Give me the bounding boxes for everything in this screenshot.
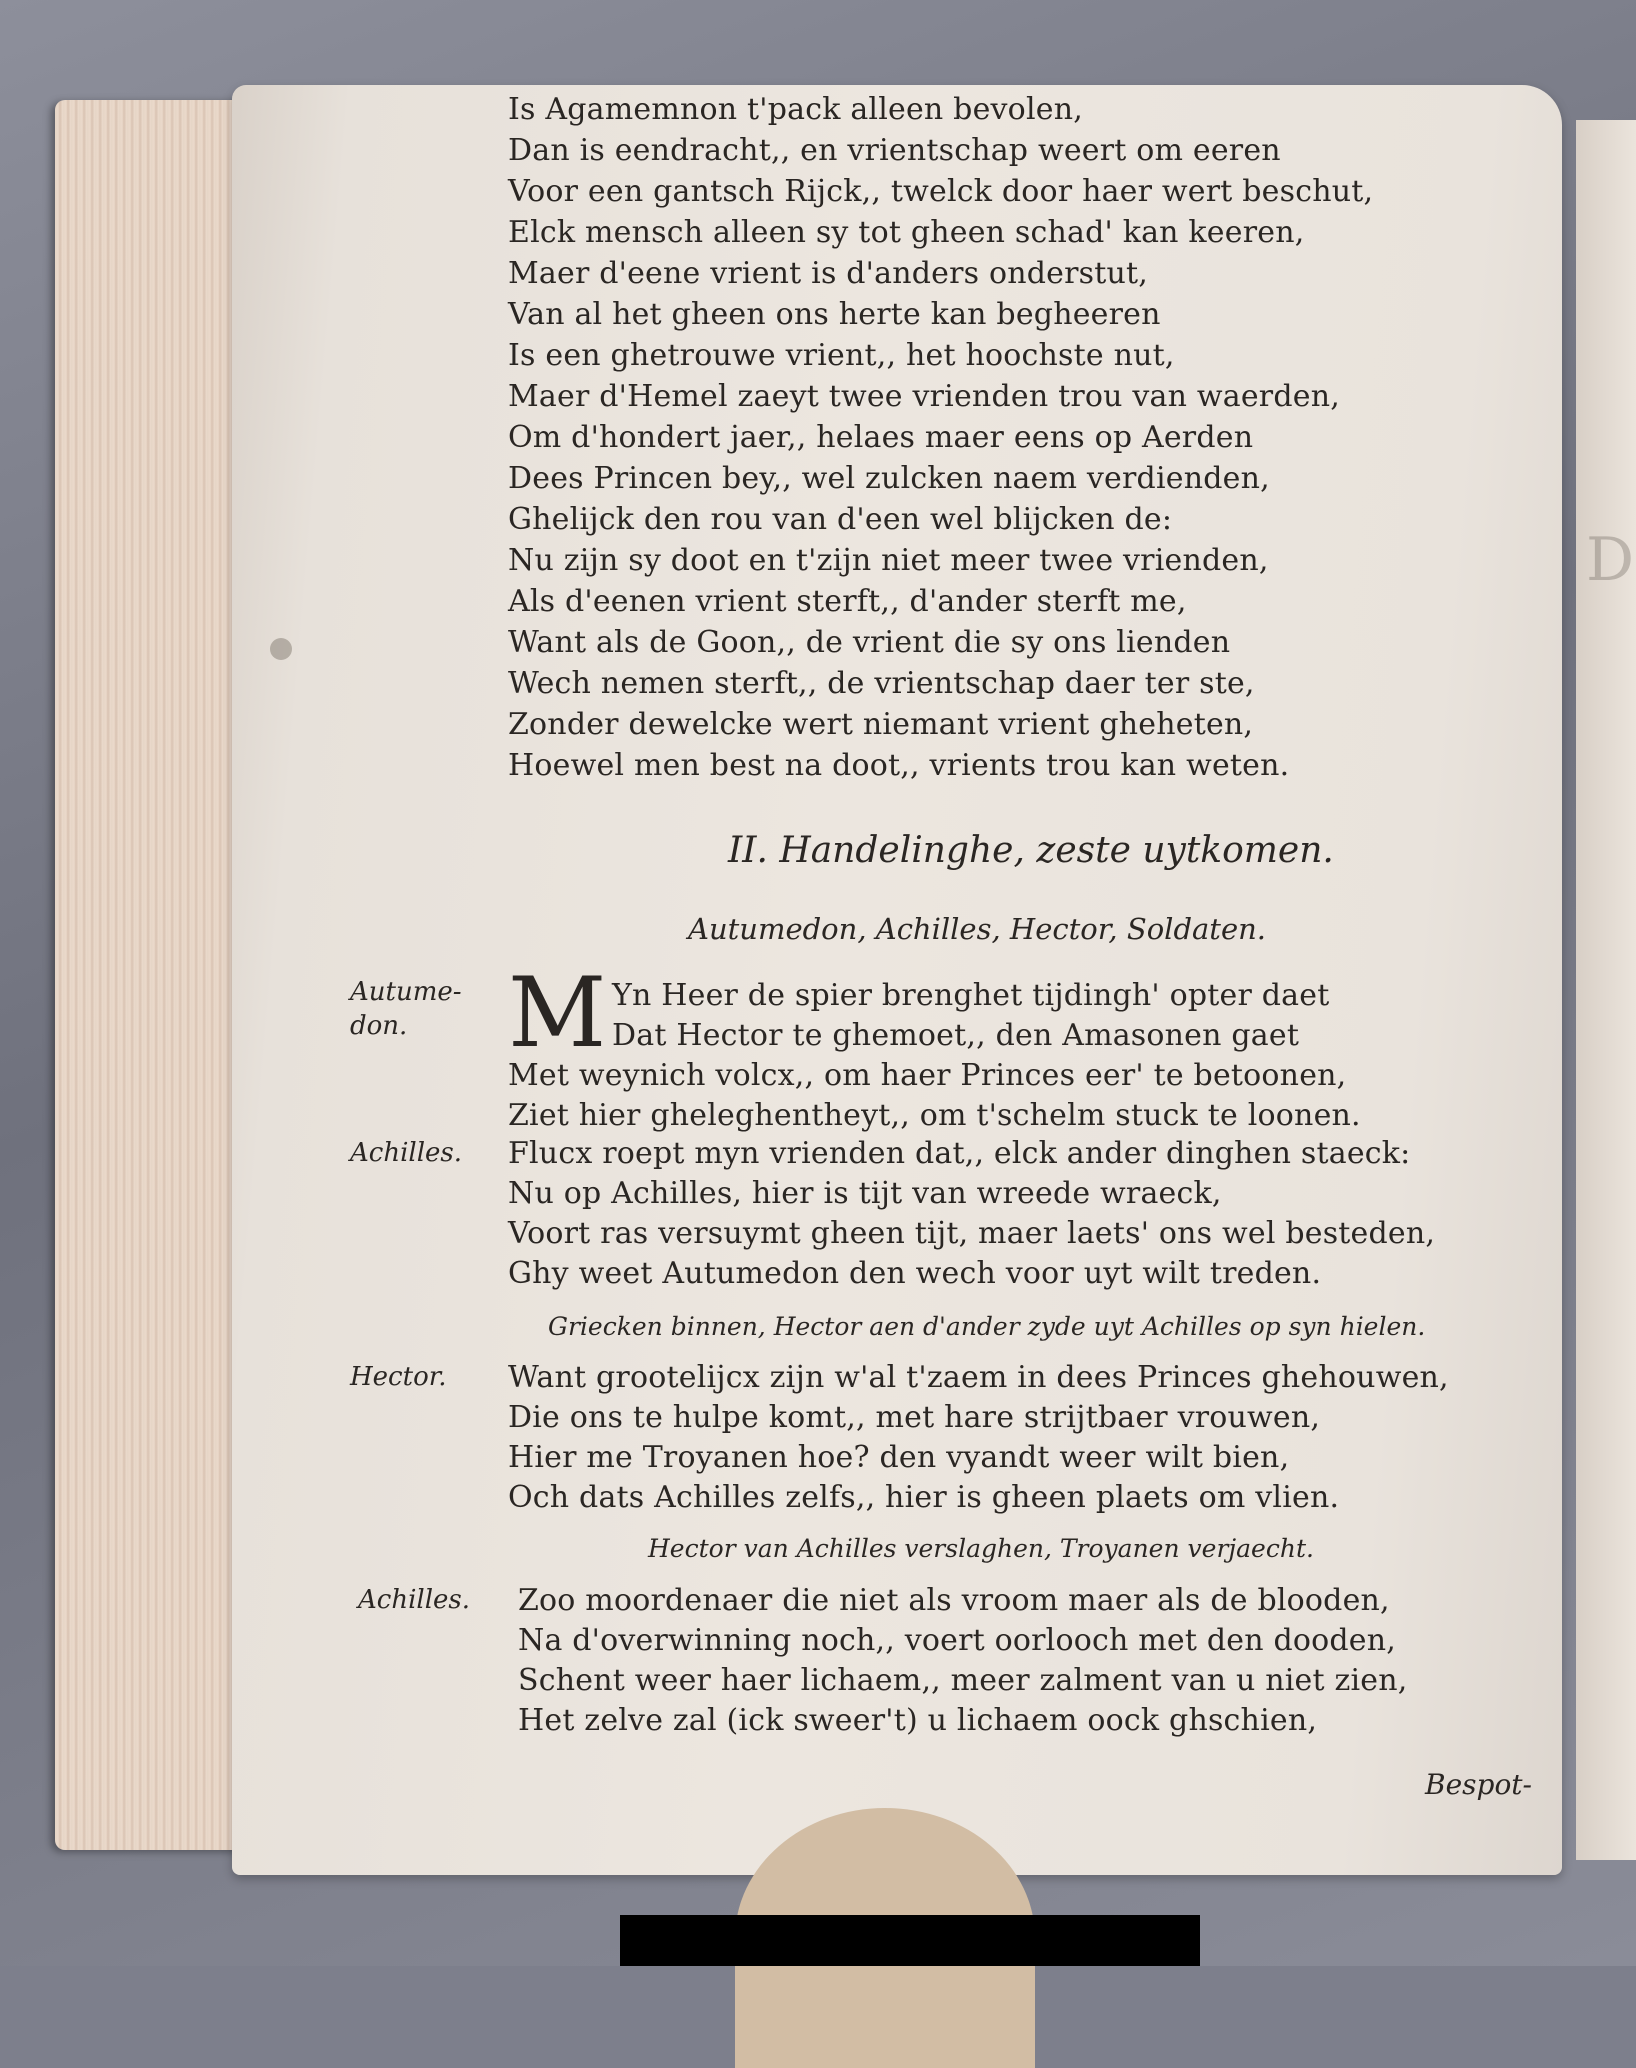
speech-line: Schent weer haer lichaem,, meer zalment van u niet zien, (518, 1663, 1408, 1698)
paper-stain (270, 638, 292, 660)
verse-line: Zonder dewelcke wert niemant vrient gheheten, (508, 707, 1254, 742)
speech-line: Want grootelijcx zijn w'al t'zaem in dees Princes ghehouwen, (508, 1360, 1449, 1395)
speaker-label: Achilles. (358, 1585, 471, 1615)
speech-line: Ghy weet Autumedon den wech voor uyt wilt treden. (508, 1256, 1322, 1291)
redaction-bar (620, 1915, 1200, 1966)
verse-line: Is Agamemnon t'pack alleen bevolen, (508, 92, 1083, 127)
speech-line: Met weynich volcx,, om haer Princes eer' te betoonen, (508, 1058, 1347, 1093)
verse-line: Als d'eenen vrient sterft,, d'ander sterft me, (508, 584, 1187, 619)
speech-line: Hier me Troyanen hoe? den vyandt weer wilt bien, (508, 1440, 1290, 1475)
catchword: Bespot- (1425, 1768, 1533, 1801)
speech-line: Zoo moordenaer die niet als vroom maer als de blooden, (518, 1583, 1390, 1618)
speech-line: Flucx roept myn vrienden dat,, elck ander dinghen staeck: (508, 1136, 1411, 1171)
verse-line: Maer d'eene vrient is d'anders onderstut, (508, 256, 1149, 291)
verse-line: Dees Princen bey,, wel zulcken naem verdienden, (508, 461, 1270, 496)
verse-line: Wech nemen sterft,, de vrientschap daer ter ste, (508, 666, 1255, 701)
speaker-label: Achilles. (350, 1138, 463, 1168)
persons-list: Autumedon, Achilles, Hector, Soldaten. (688, 912, 1267, 946)
verse-line: Elck mensch alleen sy tot gheen schad' kan keeren, (508, 215, 1305, 250)
speech-line: Yn Heer de spier brenghet tijdingh' opter daet (612, 978, 1330, 1013)
facing-page-initial: D (1586, 525, 1635, 595)
speaker-label: Autume-don. (350, 977, 462, 1041)
speaker-label: Hector. (350, 1362, 447, 1392)
speech-line: Het zelve zal (ick sweer't) u lichaem oock ghschien, (518, 1703, 1318, 1738)
stage-direction: Hector van Achilles verslaghen, Troyanen verjaecht. (648, 1534, 1314, 1563)
verse-line: Nu zijn sy doot en t'zijn niet meer twee vrienden, (508, 543, 1269, 578)
speech-line: Na d'overwinning noch,, voert oorlooch met den dooden, (518, 1623, 1397, 1658)
book-page-edges (55, 100, 245, 1850)
verse-line: Is een ghetrouwe vrient,, het hoochste nut, (508, 338, 1175, 373)
verse-line: Maer d'Hemel zaeyt twee vrienden trou van waerden, (508, 379, 1340, 414)
verse-line: Ghelijck den rou van d'een wel blijcken de: (508, 502, 1173, 537)
scene-heading: II. Handelinghe, zeste uytkomen. (728, 830, 1334, 871)
speech-line: Dat Hector te ghemoet,, den Amasonen gaet (612, 1018, 1300, 1053)
verse-line: Voor een gantsch Rijck,, twelck door haer wert beschut, (508, 174, 1374, 209)
verse-line: Dan is eendracht,, en vrientschap weert om eeren (508, 133, 1281, 168)
stage-direction: Griecken binnen, Hector aen d'ander zyde uyt Achilles op syn hielen. (548, 1312, 1426, 1341)
speech-line: Och dats Achilles zelfs,, hier is gheen plaets om vlien. (508, 1480, 1340, 1515)
speech-line: Ziet hier gheleghentheyt,, om t'schelm stuck te loonen. (508, 1098, 1361, 1133)
speech-line: Nu op Achilles, hier is tijt van wreede wraeck, (508, 1176, 1222, 1211)
verse-line: Om d'hondert jaer,, helaes maer eens op Aerden (508, 420, 1254, 455)
verse-line: Van al het gheen ons herte kan begheeren (508, 297, 1161, 332)
drop-capital: M (508, 957, 607, 1069)
facing-page-bleed (1580, 120, 1636, 1820)
verse-line: Want als de Goon,, de vrient die sy ons lienden (508, 625, 1231, 660)
verse-line: Hoewel men best na doot,, vrients trou kan weten. (508, 748, 1290, 783)
speech-line: Die ons te hulpe komt,, met hare strijtbaer vrouwen, (508, 1400, 1321, 1435)
speech-line: Voort ras versuymt gheen tijt, maer laets' ons wel besteden, (508, 1216, 1436, 1251)
